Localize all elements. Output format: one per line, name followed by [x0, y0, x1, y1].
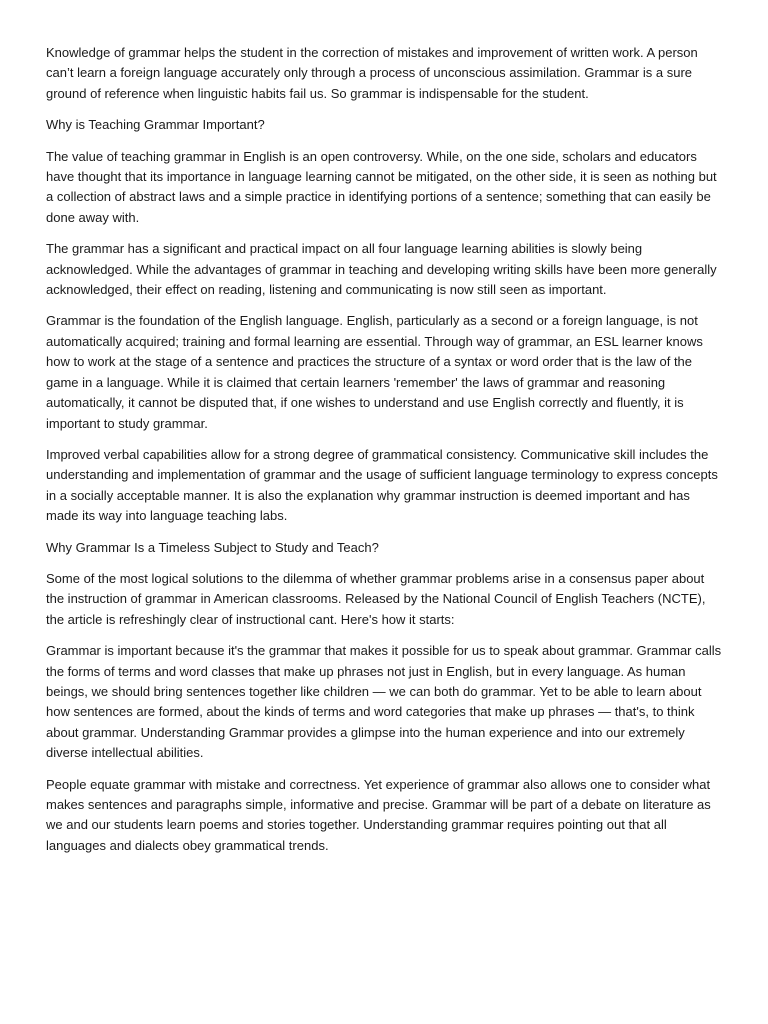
paragraph: People equate grammar with mistake and correctness. Yet experience of grammar also allows one to consider what makes sentences and paragraphs simple, informative and precise. Grammar will be part of a debate on literature as we and our students learn poems and stories together. Understanding grammar requires pointing out that all languages and dialects obey grammatical trends. — [46, 776, 711, 853]
paragraph: The grammar has a significant and practical impact on all four language learning abilities is slowly being acknowledged. While the advantages of grammar in teaching and developing writing skills have been more generally acknowledged, their effect on reading, listening and communicating is now still seen as important. — [46, 241, 717, 298]
section-heading: Why Grammar Is a Timeless Subject to Study and Teach? — [46, 539, 379, 555]
paragraph: The value of teaching grammar in English is an open controversy. While, on the one side, scholars and educators have thought that its importance in language learning cannot be mitigated, on the other side, it is seen as nothing but a collection of abstract laws and a simple practice in identifying portions of a sentence; something that can easily be done away with. — [46, 148, 717, 225]
section-heading: Why is Teaching Grammar Important? — [46, 117, 265, 133]
paragraph: Grammar is important because it's the grammar that makes it possible for us to speak about grammar. Grammar calls the forms of terms and word classes that make up phrases not just in English, but in every language. As human beings, we should bring sentences together like children — we can both do grammar. Yet to be able to learn about how sentences are formed, about the kinds of terms and word categories that make up phrases — that's, to think about grammar. Understanding Grammar provides a glimpse into the human experience and into our extremely diverse intellectual abilities. — [46, 643, 722, 761]
paragraph: Grammar is the foundation of the English language. English, particularly as a second or a foreign language, is not automatically acquired; training and formal learning are essential. Through way of grammar, an ESL learner knows how to work at the stage of a sentence and practices the structure of a syntax or word order that is the law of the game in a language. While it is claimed that certain learners 'remember' the laws of grammar and reasoning automatically, it cannot be disputed that, if one wishes to understand and use English correctly and fluently, it is important to study grammar. — [46, 313, 703, 431]
document-page — [46, 43, 724, 867]
paragraph: Improved verbal capabilities allow for a strong degree of grammatical consistency. Communicative skill includes the understanding and implementation of grammar and the usage of sufficient language terminology to express concepts in a socially acceptable manner. It is also the explanation why grammar instruction is deemed important and has made its way into language teaching labs. — [46, 446, 718, 524]
paragraph: Some of the most logical solutions to the dilemma of whether grammar problems arise in a consensus paper about the instruction of grammar in American classrooms. Released by the National Council of English Teachers (NCTE), the article is refreshingly clear of instructional cant. Here's how it starts: — [46, 570, 706, 627]
paragraph: Knowledge of grammar helps the student in the correction of mistakes and improvement of written work. A person can’t learn a foreign language accurately only through a process of unconscious assimilation. Grammar is a sure ground of reference when linguistic habits fail us. So grammar is indispensable for the student. — [46, 45, 698, 101]
